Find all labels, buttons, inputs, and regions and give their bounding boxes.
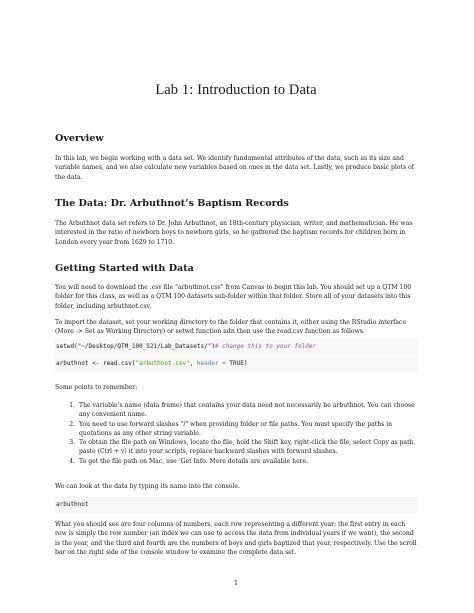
points-list: [55, 401, 417, 466]
points-intro: Some points to remember:: [55, 384, 138, 391]
code-read-lhs: arbuthnot <- read.csv(: [56, 360, 136, 367]
import-paragraph: To import the dataset, set your working directory to the folder that contains it, either using the RStudio interface (More -> Set as Working Directory) or setwd function adn then use the read.csv function as follows.: [55, 319, 407, 336]
baptism-heading: The Data: Dr. Arbuthnot’s Baptism Records: [55, 198, 289, 209]
code-block-read-csv: [55, 356, 418, 372]
code-block-arbuthnot: arbuthnot: [55, 497, 418, 513]
final-paragraph: What you should see are four columns of numbers, each row representing a different year: the first entry in each row is simply the row number (an index we can use to access the data from individual years if we want), the second is the year, and the third and fourth are the numbers of boys and girls baptized that year, respectively. Use the scroll bar on the right side of the console window to examine the complete data set.: [55, 521, 417, 556]
code-setwd-call: setwd("~/Desktop/QTM_100_S21/Lab_Datasets/"): [56, 343, 215, 350]
list-item: 4. To get the file path on Mac, use ‘Get Info. More details are available here.: [77, 457, 417, 466]
page-number: 1: [233, 579, 239, 587]
code-read-filename: "arbuthnot.csv": [135, 360, 190, 367]
code-read-header-arg: header =: [196, 360, 226, 367]
overview-paragraph: In this lab, we begin working with a data set. We identify fundamental attributes of the data, such as its size and variable names, and we also calculate new variables based on ones in the data set. Lastly, we produce basic plots of the data.: [55, 155, 414, 181]
getting-started-heading: Getting Started with Data: [55, 263, 194, 274]
download-paragraph: You will need to download the .csv file "arbuthnot.csv" from Canvas to begin this lab. You should set up a QTM 100 folder for this class, as well as a QTM 100 datasets sub-folder within that folder. Store all of your datasets into this folder, including arbuthnot.csv.: [55, 284, 412, 310]
code-block-setwd: [55, 339, 418, 355]
document-title: Lab 1: Introduction to Data: [155, 82, 317, 98]
code-setwd-comment: # change this to your folder: [214, 343, 317, 350]
list-item: 2. You need to use forward slashes "/" when providing folder or file paths. You must specify the paths in quotations as any other string variable.: [77, 420, 417, 439]
code-read-rhs: TRUE): [225, 360, 248, 367]
list-item: 3. To obtain the file path on Windows, locate the file, hold the Shift key, right-click the file, select Copy as path, paste (Ctrl + v) it into your scripts, replace backward slashes with forward slashes.: [77, 438, 417, 457]
overview-heading: Overview: [55, 133, 104, 144]
code-read-sep: ,: [189, 360, 197, 367]
look-paragraph: We can look at the data by typing its name into the console.: [55, 483, 240, 490]
list-item: 1. The variable’s name (data frame) that contains your data need not necessarily be arbuthnot. You can choose any convenient name.: [77, 401, 417, 420]
baptism-paragraph: The Arbuthnot data set refers to Dr. John Arbuthnot, an 18th-century physician, writer, and mathematician. He was interested in the ratio of newborn boys to newborn girls, so he gathered the baptism records for children born in London every year from 1629 to 1710.: [55, 220, 413, 246]
